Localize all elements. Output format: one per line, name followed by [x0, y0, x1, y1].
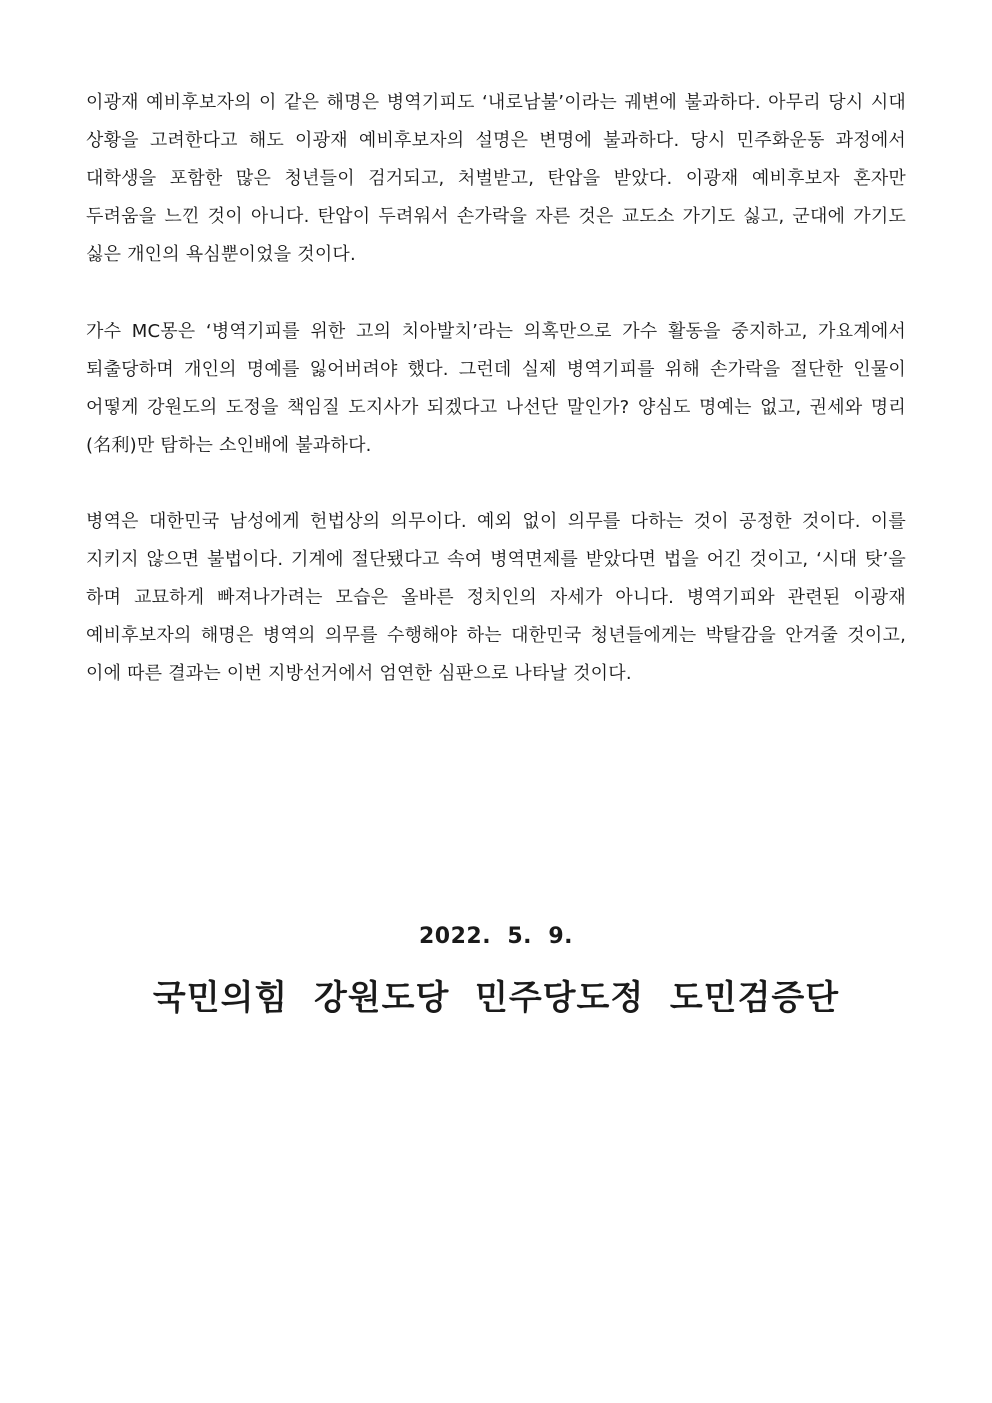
paragraph-2: 가수 MC몽은 ‘병역기피를 위한 고의 치아발치’라는 의혹만으로 가수 활동을 중지하고, 가요계에서 퇴출당하며 개인의 명예를 잃어버려야 했다. 그런데 실제 병역기피를 위해 손가락을 절단한 인물이 어떻게 강원도의 도정을 책임질 도지사가 되겠다고 나선단 말인가? 양심도 명예는 없고, 권세와 명리(名利)만 탐하는 소인배에 불과하다. — [86, 321, 906, 456]
issuing-organization: 국민의힘 강원도당 민주당도정 도민검증단 — [152, 978, 840, 1018]
paragraph-1: 이광재 예비후보자의 이 같은 해명은 병역기피도 ‘내로남불’이라는 궤변에 불과하다. 아무리 당시 시대 상황을 고려한다고 해도 이광재 예비후보자의 설명은 변명에 불과하다. 당시 민주화운동 과정에서 대학생을 포함한 많은 청년들이 검거되고, 처벌받고, 탄압을 받았다. 이광재 예비후보자 혼자만 두려움을 느낀 것이 아니다. 탄압이 두려워서 손가락을 자른 것은 교도소 가기도 싫고, 군대에 가기도 싫은 개인의 욕심뿐이었을 것이다. — [86, 92, 906, 265]
issue-date: 2022. 5. 9. — [418, 924, 574, 949]
paragraph-3: 병역은 대한민국 남성에게 헌법상의 의무이다. 예외 없이 의무를 다하는 것이 공정한 것이다. 이를 지키지 않으면 불법이다. 기계에 절단됐다고 속여 병역면제를 받았다면 법을 어긴 것이고, ‘시대 탓’을 하며 교묘하게 빠져나가려는 모습은 올바른 정치인의 자세가 아니다. 병역기피와 관련된 이광재 예비후보자의 해명은 병역의 의무를 수행해야 하는 대한민국 청년들에게는 박탈감을 안겨줄 것이고, 이에 따른 결과는 이번 지방선거에서 엄연한 심판으로 나타날 것이다. — [86, 511, 906, 684]
